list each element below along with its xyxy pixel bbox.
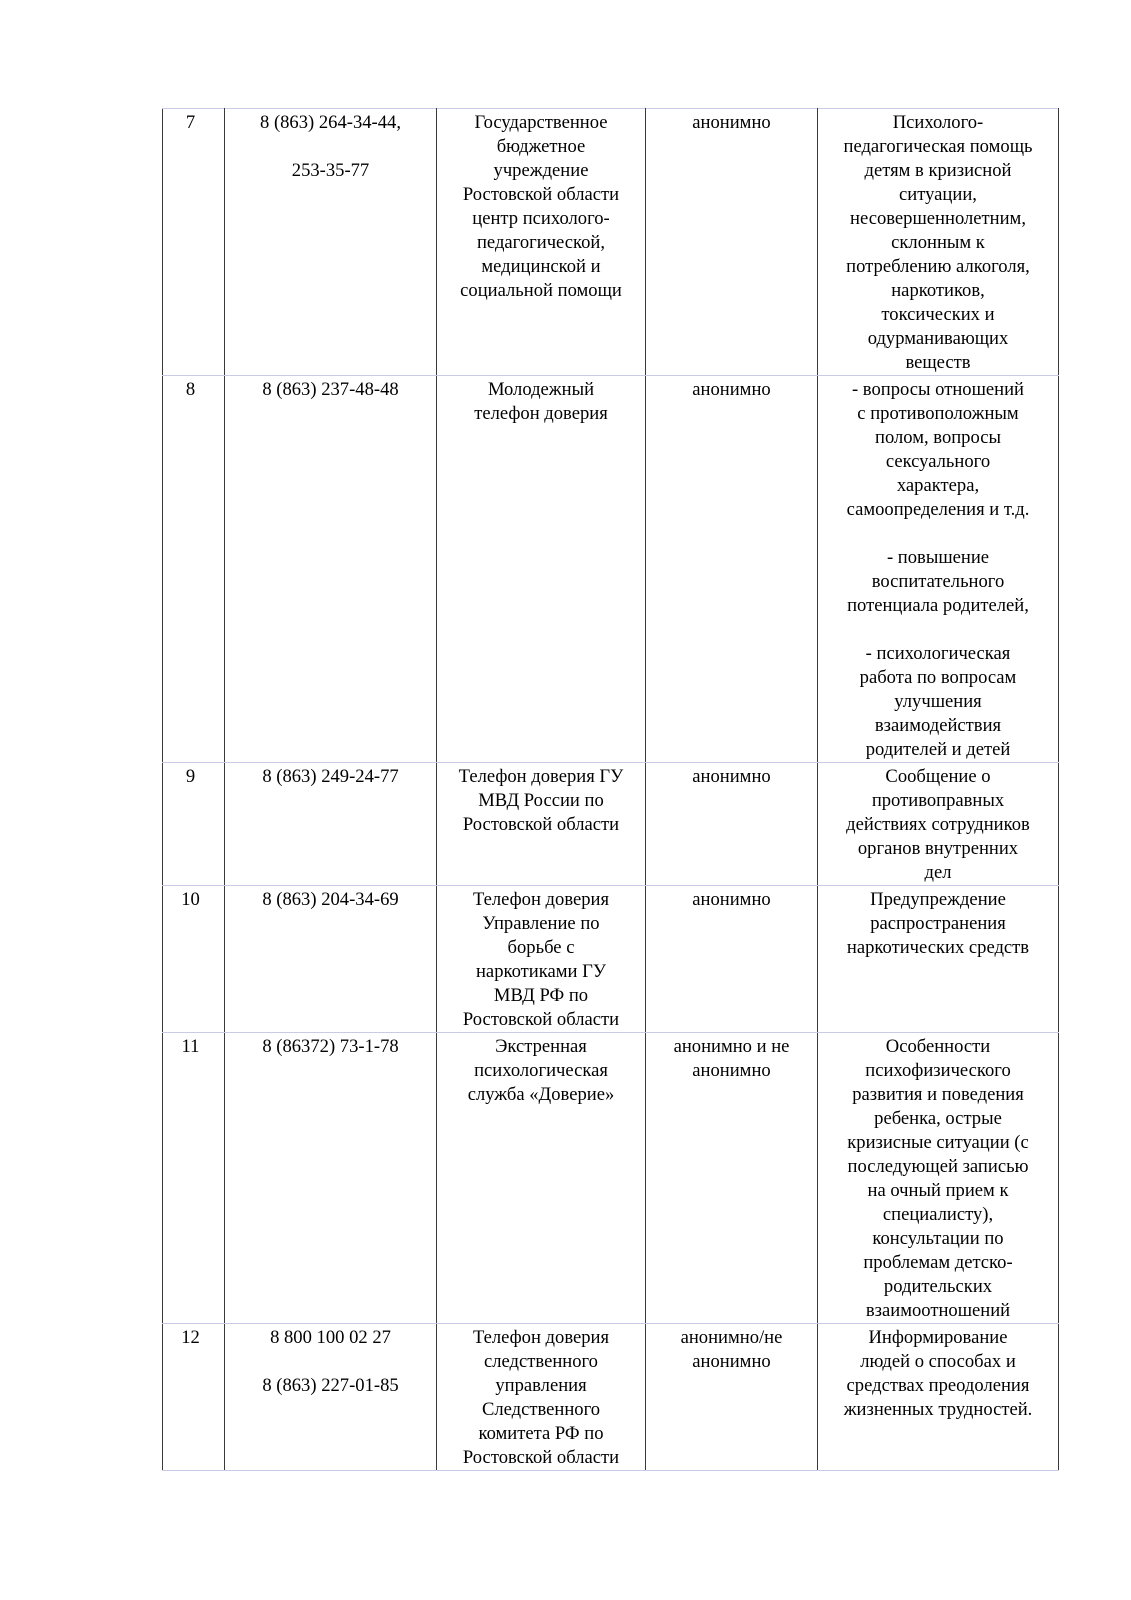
topic-cell — [818, 1324, 1059, 1471]
organization-line: управления — [495, 1375, 587, 1396]
topic-line: работа по вопросам — [859, 667, 1017, 688]
phone-number: 8 (86372) 73-1-78 — [262, 1036, 399, 1057]
topic-line: средствах преодоления — [846, 1375, 1030, 1396]
topic-cell — [818, 763, 1059, 886]
topic-line: органов внутренних — [857, 838, 1019, 859]
topic-line: веществ — [905, 352, 971, 373]
anonymity-line: анонимно — [692, 379, 771, 400]
table-row — [163, 109, 1059, 376]
organization-line: служба «Доверие» — [467, 1084, 615, 1105]
topic-paragraph — [824, 1035, 1052, 1323]
topic-line: токсических и — [881, 304, 995, 325]
row-number: 11 — [181, 1036, 200, 1057]
phone-number: 253-35-77 — [291, 160, 370, 181]
organization-line: Ростовской области — [462, 184, 620, 205]
row-number: 7 — [185, 112, 196, 133]
organization-cell — [437, 376, 646, 763]
topic-line: Информирование — [868, 1327, 1008, 1348]
topic-line: консультации по — [872, 1228, 1004, 1249]
topic-line: кризисные ситуации (с — [847, 1132, 1029, 1153]
organization-line: бюджетное — [496, 136, 586, 157]
phone-cell — [225, 1324, 437, 1471]
organization-line: Следственного — [481, 1399, 601, 1420]
topic-paragraph — [824, 1326, 1052, 1422]
organization-line: МВД РФ по — [493, 985, 589, 1006]
organization-line: психологическая — [474, 1060, 608, 1081]
topic-line: родителей и детей — [865, 739, 1011, 760]
organization-cell — [437, 1324, 646, 1471]
topic-line: воспитательного — [871, 571, 1005, 592]
organization-line: Молодежный — [487, 379, 595, 400]
phone-number: 8 (863) 264-34-44, — [260, 112, 401, 133]
organization-line: Ростовской области — [462, 814, 620, 835]
topic-line: педагогическая помощь — [843, 136, 1033, 157]
topic-line: Психолого- — [892, 112, 984, 133]
row-number: 8 — [185, 379, 196, 400]
row-number-cell — [163, 1324, 225, 1471]
anonymity-cell — [646, 376, 818, 763]
organization-line: учреждение — [493, 160, 589, 181]
topic-line: Сообщение о — [885, 766, 991, 787]
topic-line: Предупреждение — [870, 889, 1006, 910]
topic-line: взаимоотношений — [865, 1300, 1011, 1321]
topic-line: - вопросы отношений — [851, 379, 1025, 400]
topic-cell — [818, 886, 1059, 1033]
row-number: 10 — [181, 889, 200, 910]
hotline-table — [162, 108, 1059, 1471]
anonymity-line: анонимно — [692, 766, 771, 787]
row-number: 12 — [181, 1327, 200, 1348]
table-row — [163, 376, 1059, 763]
anonymity-line: анонимно — [692, 889, 771, 910]
phone-cell — [225, 886, 437, 1033]
topic-line: родительских — [883, 1276, 993, 1297]
topic-line: психофизического — [865, 1060, 1011, 1081]
topic-line: дел — [924, 862, 952, 883]
topic-cell — [818, 109, 1059, 376]
topic-line: улучшения — [894, 691, 982, 712]
row-number-cell — [163, 886, 225, 1033]
topic-line: характера, — [896, 475, 980, 496]
organization-line: Ростовской области — [462, 1447, 620, 1468]
anonymity-line: анонимно/не — [680, 1327, 783, 1348]
topic-line: людей о способах и — [860, 1351, 1016, 1372]
phone-number: 8 800 100 02 27 — [270, 1327, 391, 1348]
table-row — [163, 1324, 1059, 1471]
organization-line: Ростовской области — [462, 1009, 620, 1030]
anonymity-cell — [646, 109, 818, 376]
table-row — [163, 886, 1059, 1033]
table-row — [163, 763, 1059, 886]
anonymity-line: анонимно — [692, 1060, 771, 1081]
organization-line: МВД России по — [478, 790, 604, 811]
topic-line: специалисту), — [882, 1204, 994, 1225]
topic-paragraph — [824, 765, 1052, 885]
topic-line: противоправных — [871, 790, 1005, 811]
topic-line: ребенка, острые — [874, 1108, 1002, 1129]
topic-line: последующей записью — [847, 1156, 1029, 1177]
topic-line: склонным к — [891, 232, 985, 253]
organization-line: комитета РФ по — [478, 1423, 604, 1444]
topic-line: детям в кризисной — [864, 160, 1012, 181]
topic-line: потенциала родителей, — [847, 595, 1029, 616]
anonymity-line: анонимно — [692, 112, 771, 133]
topic-line: - психологическая — [865, 643, 1011, 664]
organization-cell — [437, 886, 646, 1033]
topic-line: сексуального — [885, 451, 991, 472]
topic-line: жизненных трудностей. — [843, 1399, 1033, 1420]
row-number-cell — [163, 763, 225, 886]
organization-line: Телефон доверия ГУ — [458, 766, 624, 787]
topic-line: наркотических средств — [846, 937, 1030, 958]
row-number-cell — [163, 1033, 225, 1324]
phone-cell — [225, 1033, 437, 1324]
organization-line: Экстренная — [495, 1036, 587, 1057]
topic-line: действиях сотрудников — [846, 814, 1030, 835]
phone-number: 8 (863) 237-48-48 — [262, 379, 399, 400]
organization-line: Телефон доверия — [472, 1327, 610, 1348]
row-number: 9 — [185, 766, 196, 787]
organization-line: социальной помощи — [460, 280, 622, 301]
row-number-cell — [163, 109, 225, 376]
topic-line: распространения — [870, 913, 1006, 934]
topic-line: - повышение — [886, 547, 990, 568]
anonymity-cell — [646, 1033, 818, 1324]
topic-line: одурманивающих — [867, 328, 1009, 349]
phone-cell — [225, 763, 437, 886]
organization-line: телефон доверия — [474, 403, 608, 424]
topic-paragraph — [824, 111, 1052, 375]
organization-line: Телефон доверия — [472, 889, 610, 910]
topic-paragraph — [824, 378, 1052, 522]
organization-line: педагогической, — [476, 232, 605, 253]
phone-number: 8 (863) 227-01-85 — [262, 1375, 399, 1396]
topic-line: полом, вопросы — [875, 427, 1001, 448]
anonymity-cell — [646, 763, 818, 886]
topic-paragraph — [824, 546, 1052, 618]
organization-line: Управление по — [482, 913, 600, 934]
organization-cell — [437, 1033, 646, 1324]
organization-cell — [437, 763, 646, 886]
phone-cell — [225, 109, 437, 376]
organization-line: борьбе с — [507, 937, 575, 958]
topic-line: Особенности — [885, 1036, 991, 1057]
topic-line: самоопределения и т.д. — [846, 499, 1030, 520]
phone-number: 8 (863) 204-34-69 — [262, 889, 399, 910]
topic-cell — [818, 376, 1059, 763]
organization-line: медицинской и — [481, 256, 601, 277]
topic-line: наркотиков, — [891, 280, 985, 301]
phone-cell — [225, 376, 437, 763]
topic-line: на очный прием к — [867, 1180, 1009, 1201]
anonymity-line: анонимно и не — [673, 1036, 790, 1057]
organization-line: Государственное — [474, 112, 608, 133]
topic-line: взаимодействия — [874, 715, 1002, 736]
organization-line: следственного — [484, 1351, 598, 1372]
anonymity-line: анонимно — [692, 1351, 771, 1372]
phone-number: 8 (863) 249-24-77 — [262, 766, 399, 787]
organization-cell — [437, 109, 646, 376]
row-number-cell — [163, 376, 225, 763]
table-row — [163, 1033, 1059, 1324]
topic-paragraph — [824, 888, 1052, 960]
topic-cell — [818, 1033, 1059, 1324]
topic-line: потреблению алкоголя, — [846, 256, 1030, 277]
topic-paragraph — [824, 642, 1052, 762]
anonymity-cell — [646, 886, 818, 1033]
topic-line: ситуации, — [899, 184, 977, 205]
table-body — [163, 109, 1059, 1471]
topic-line: несовершеннолетним, — [850, 208, 1026, 229]
anonymity-cell — [646, 1324, 818, 1471]
topic-line: проблемам детско- — [863, 1252, 1013, 1273]
topic-line: с противоположным — [857, 403, 1019, 424]
topic-line: развития и поведения — [852, 1084, 1024, 1105]
organization-line: центр психолого- — [472, 208, 610, 229]
organization-line: наркотиками ГУ — [475, 961, 606, 982]
